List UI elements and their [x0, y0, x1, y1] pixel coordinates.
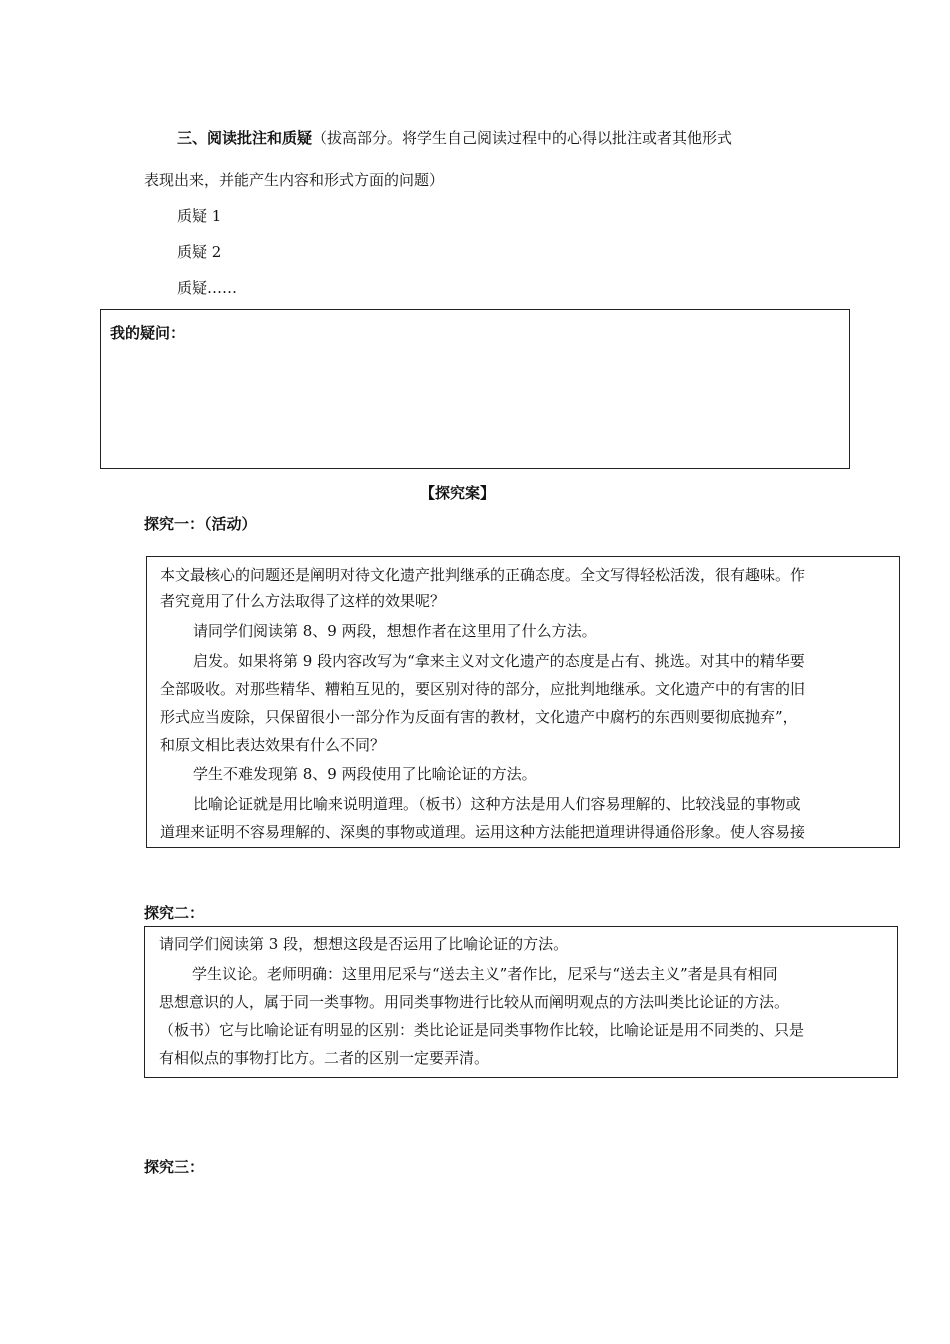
explore2-line: 思想意识的人，属于同一类事物。用同类事物进行比较从而阐明观点的方法叫类比论证的方法。: [159, 993, 790, 1011]
explore1-line: 道理来证明不容易理解的、深奥的事物或道理。运用这种方法能把道理讲得通俗形象。使人容易接: [160, 823, 806, 841]
explore1-line: 和原文相比表达效果有什么不同？: [160, 736, 386, 754]
explore1-line: 形式应当废除，只保留很小一部分作为反面有害的教材，文化遗产中腐朽的东西则要彻底抛弃”，: [160, 708, 798, 726]
explore2-heading: 探究二：: [144, 904, 205, 922]
explore2-line: 请同学们阅读第 3 段，想想这段是否运用了比喻论证的方法。: [159, 935, 569, 953]
explore3-heading: 探究三：: [144, 1158, 205, 1176]
section3-line1: [177, 127, 732, 148]
question-item-2: 质疑 2: [177, 243, 222, 261]
my-question-box[interactable]: [100, 309, 850, 469]
explore-title: 【探究案】: [420, 484, 496, 502]
explore2-box: [144, 926, 898, 1078]
explore1-line: 启发。如果将第 9 段内容改写为“拿来主义对文化遗产的态度是占有、挑选。对其中的精华要: [193, 652, 805, 670]
explore1-line: 本文最核心的问题还是阐明对待文化遗产批判继承的正确态度。全文写得轻松活泼，很有趣味。作: [160, 566, 806, 584]
section3-paren-text: （拔高部分。将学生自己阅读过程中的心得以批注或者其他形式: [312, 129, 733, 147]
explore1-heading: 探究一：（活动）: [144, 515, 257, 533]
question-item-1: 质疑 1: [177, 207, 222, 225]
explore2-line: （板书）它与比喻论证有明显的区别：类比论证是同类事物作比较，比喻论证是用不同类的、只是: [159, 1021, 805, 1039]
section3-heading: 三、阅读批注和质疑: [177, 129, 313, 147]
explore1-line: 比喻论证就是用比喻来说明道理。（板书）这种方法是用人们容易理解的、比较浅显的事物或: [193, 795, 801, 813]
explore1-line: 请同学们阅读第 8、9 两段，想想作者在这里用了什么方法。: [193, 622, 597, 640]
question-item-3: 质疑……: [177, 279, 238, 297]
my-question-label: 我的疑问：: [110, 324, 186, 342]
explore1-line: 学生不难发现第 8、9 两段使用了比喻论证的方法。: [193, 765, 537, 783]
section3-line2: 表现出来，并能产生内容和形式方面的问题）: [144, 171, 445, 189]
explore1-line: 全部吸收。对那些精华、糟粕互见的，要区别对待的部分，应批判地继承。文化遗产中的有害的旧: [160, 680, 806, 698]
explore1-box: [146, 556, 900, 848]
explore2-line: 学生议论。老师明确：这里用尼采与“送去主义”者作比，尼采与“送去主义”者是具有相同: [192, 965, 778, 983]
explore1-line: 者究竟用了什么方法取得了这样的效果呢？: [160, 592, 446, 610]
explore2-line: 有相似点的事物打比方。二者的区别一定要弄清。: [159, 1049, 490, 1067]
